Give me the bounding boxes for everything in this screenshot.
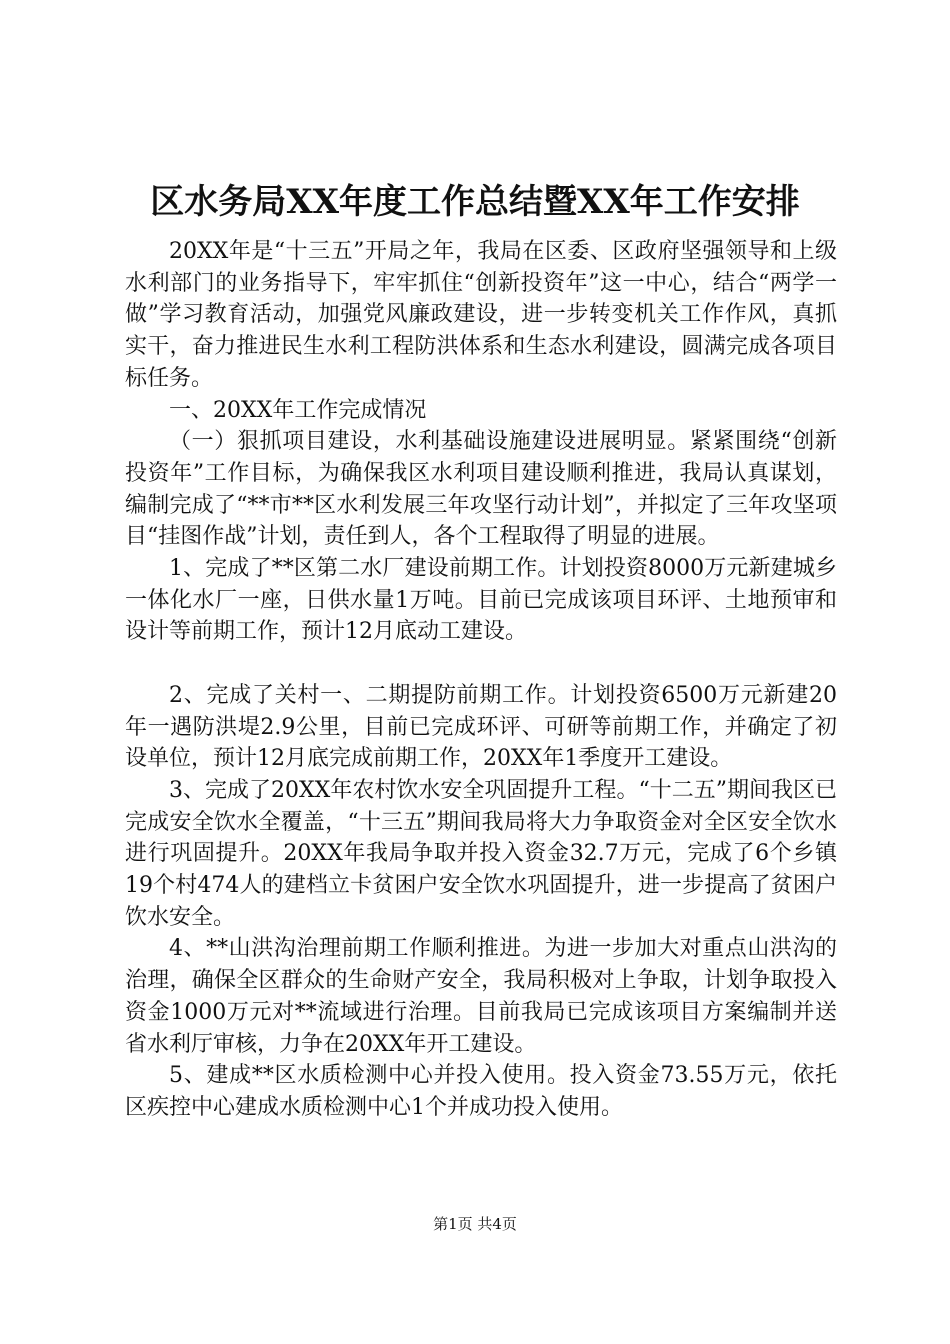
page-footer: 第1页 共4页 [433, 1215, 517, 1233]
document-title: 区水务局XX年度工作总结暨XX年工作安排 [150, 182, 800, 222]
item-paragraph-1: 1、完成了**区第二水厂建设前期工作。计划投资8000万元新建城乡一体化水厂一座，日供水量1万吨。目前已完成该项目环评、土地预审和设计等前期工作，预计12月底动工建设。 [125, 556, 837, 645]
item-paragraph-5: 5、建成**区水质检测中心并投入使用。投入资金73.55万元，依托区疾控中心建成水质检测中心1个并成功投入使用。 [125, 1063, 837, 1120]
subsection-paragraph: （一）狠抓项目建设，水利基础设施建设进展明显。紧紧围绕“创新投资年”工作目标，为确保我区水利项目建设顺利推进，我局认真谋划，编制完成了“**市**区水利发展三年攻坚行动计划”，并拟定了三年攻坚项目“挂图作战”计划，责任到人，各个工程取得了明显的进展。 [125, 429, 837, 550]
intro-paragraph: 20XX年是“十三五”开局之年，我局在区委、区政府坚强领导和上级水利部门的业务指导下，牢牢抓住“创新投资年”这一中心，结合“两学一做”学习教育活动，加强党风廉政建设，进一步转变机关工作作风，真抓实干，奋力推进民生水利工程防洪体系和生态水利建设，圆满完成各项目标任务。 [125, 239, 837, 391]
item-paragraph-4: 4、**山洪沟治理前期工作顺利推进。为进一步加大对重点山洪沟的治理，确保全区群众的生命财产安全，我局积极对上争取，计划争取投入资金1000万元对**流域进行治理。目前我局已完成该项目方案编制并送省水利厅审核，力争在20XX年开工建设。 [125, 936, 837, 1057]
document-body [125, 236, 837, 1124]
item-paragraph-2: 2、完成了关村一、二期提防前期工作。计划投资6500万元新建20年一遇防洪堤2.9公里，目前已完成环评、可研等前期工作，并确定了初设单位，预计12月底完成前期工作，20XX年1季度开工建设。 [125, 682, 837, 772]
item-paragraph-3: 3、完成了20XX年农村饮水安全巩固提升工程。“十二五”期间我区已完成安全饮水全覆盖，“十三五”期间我局将大力争取资金对全区安全饮水进行巩固提升。20XX年我局争取并投入资金32.7万元，完成了6个乡镇19个村474人的建档立卡贫困户安全饮水巩固提升，进一步提高了贫困户饮水安全。 [125, 777, 837, 930]
section-heading: 一、20XX年工作完成情况 [169, 397, 427, 423]
